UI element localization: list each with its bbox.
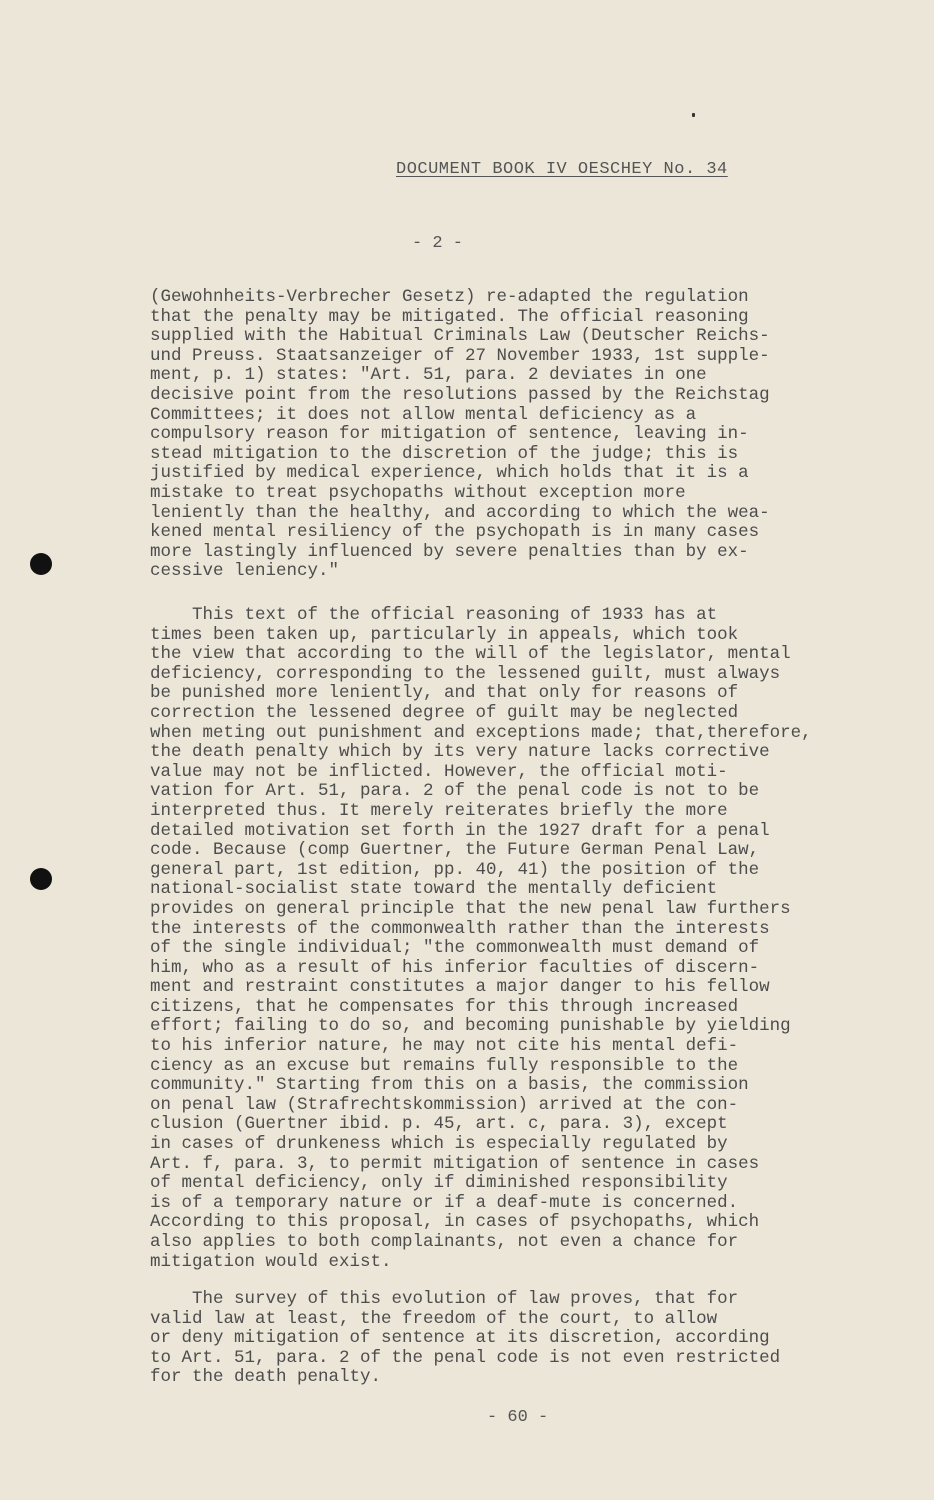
text-line: vation for Art. 51, para. 2 of the penal code is not to be [150,781,760,802]
punch-hole [30,553,52,575]
punch-hole [30,868,52,890]
text-line: justified by medical experience, which holds that it is a [150,463,749,484]
text-line: detailed motivation set forth in the 1927 draft for a penal [150,820,770,841]
text-line: stead mitigation to the discretion of the judge; this is [150,443,739,464]
text-line: be punished more leniently, and that only for reasons of [150,683,739,704]
paragraph-3 [150,1290,890,1388]
text-line: national-socialist state toward the mentally deficient [150,879,718,900]
paragraph-1 [150,288,890,582]
text-line: ment and restraint constitutes a major danger to his fellow [150,977,770,998]
text-line: The survey of this evolution of law proves, that for [150,1289,739,1309]
text-line: of mental deficiency, only if diminished responsibility [150,1173,728,1194]
text-line: value may not be inflicted. However, the official moti- [150,761,728,782]
text-line: mistake to treat psychopaths without exception more [150,482,686,503]
text-line: Committees; it does not allow mental deficiency as a [150,404,697,425]
text-line: the interests of the commonwealth rather than the interests [150,918,770,939]
text-line: mitigation would exist. [150,1251,392,1272]
text-line: that the penalty may be mitigated. The official reasoning [150,306,749,327]
text-line: und Preuss. Staatsanzeiger of 27 November 1933, 1st supple- [150,345,770,366]
text-line: on penal law (Strafrechtskommission) arrived at the con- [150,1094,739,1115]
text-line: also applies to both complainants, not even a chance for [150,1232,739,1252]
ink-speck [692,113,695,117]
text-line: compulsory reason for mitigation of sentence, leaving in- [150,424,749,445]
text-line: effort; failing to do so, and becoming punishable by yielding [150,1016,791,1037]
text-line: is of a temporary nature or if a deaf-mute is concerned. [150,1192,739,1213]
text-line: valid law at least, the freedom of the court, to allow [150,1308,718,1329]
text-line: cessive leniency." [150,561,340,582]
text-line: to Art. 51, para. 2 of the penal code is not even restricted [150,1347,781,1368]
text-line: code. Because (comp Guertner, the Future German Penal Law, [150,840,760,861]
text-line: community." Starting from this on a basis, the commission [150,1075,749,1096]
text-line: in cases of drunkeness which is especially regulated by [150,1134,728,1155]
text-line: to his inferior nature, he may not cite his mental defi- [150,1036,739,1057]
text-line: citizens, that he compensates for this through increased [150,996,739,1017]
text-line: This text of the official reasoning of 1933 has at [150,605,718,625]
text-line: ment, p. 1) states: "Art. 51, para. 2 deviates in one [150,365,707,386]
text-line: or deny mitigation of sentence at its discretion, according [150,1328,770,1349]
text-line: (Gewohnheits-Verbrecher Gesetz) re-adapted the regulation [150,287,749,307]
document-header: DOCUMENT BOOK IV OESCHEY No. 34 [396,160,728,179]
page-marker: - 2 - [412,234,464,253]
text-line: interpreted thus. It merely reiterates briefly the more [150,800,728,821]
text-line: more lastingly influenced by severe penalties than by ex- [150,541,749,562]
text-line: the view that according to the will of the legislator, mental [150,644,791,665]
text-line: of the single individual; "the commonwealth must demand of [150,938,760,959]
text-line: deficiency, corresponding to the lessened guilt, must always [150,663,781,684]
text-line: times been taken up, particularly in appeals, which took [150,624,739,645]
text-line: when meting out punishment and exceptions made; that,therefore, [150,722,812,743]
text-line: leniently than the healthy, and according to which the wea- [150,502,770,523]
paragraph-2 [150,606,890,1272]
text-line: ciency as an excuse but remains fully responsible to the [150,1055,739,1076]
text-line: decisive point from the resolutions passed by the Reichstag [150,384,770,405]
text-line: Art. f, para. 3, to permit mitigation of sentence in cases [150,1153,760,1174]
text-line: supplied with the Habitual Criminals Law (Deutscher Reichs- [150,326,770,347]
text-line: According to this proposal, in cases of psychopaths, which [150,1212,760,1233]
text-line: general part, 1st edition, pp. 40, 41) the position of the [150,859,760,880]
text-line: kened mental resiliency of the psychopath is in many cases [150,522,760,543]
footer-page-number: - 60 - [487,1408,549,1427]
text-line: the death penalty which by its very nature lacks corrective [150,742,770,763]
text-line: clusion (Guertner ibid. p. 45, art. c, para. 3), except [150,1114,728,1135]
text-line: correction the lessened degree of guilt may be neglected [150,702,739,723]
text-line: for the death penalty. [150,1367,382,1388]
text-line: him, who as a result of his inferior faculties of discern- [150,957,760,978]
text-line: provides on general principle that the new penal law furthers [150,898,791,919]
